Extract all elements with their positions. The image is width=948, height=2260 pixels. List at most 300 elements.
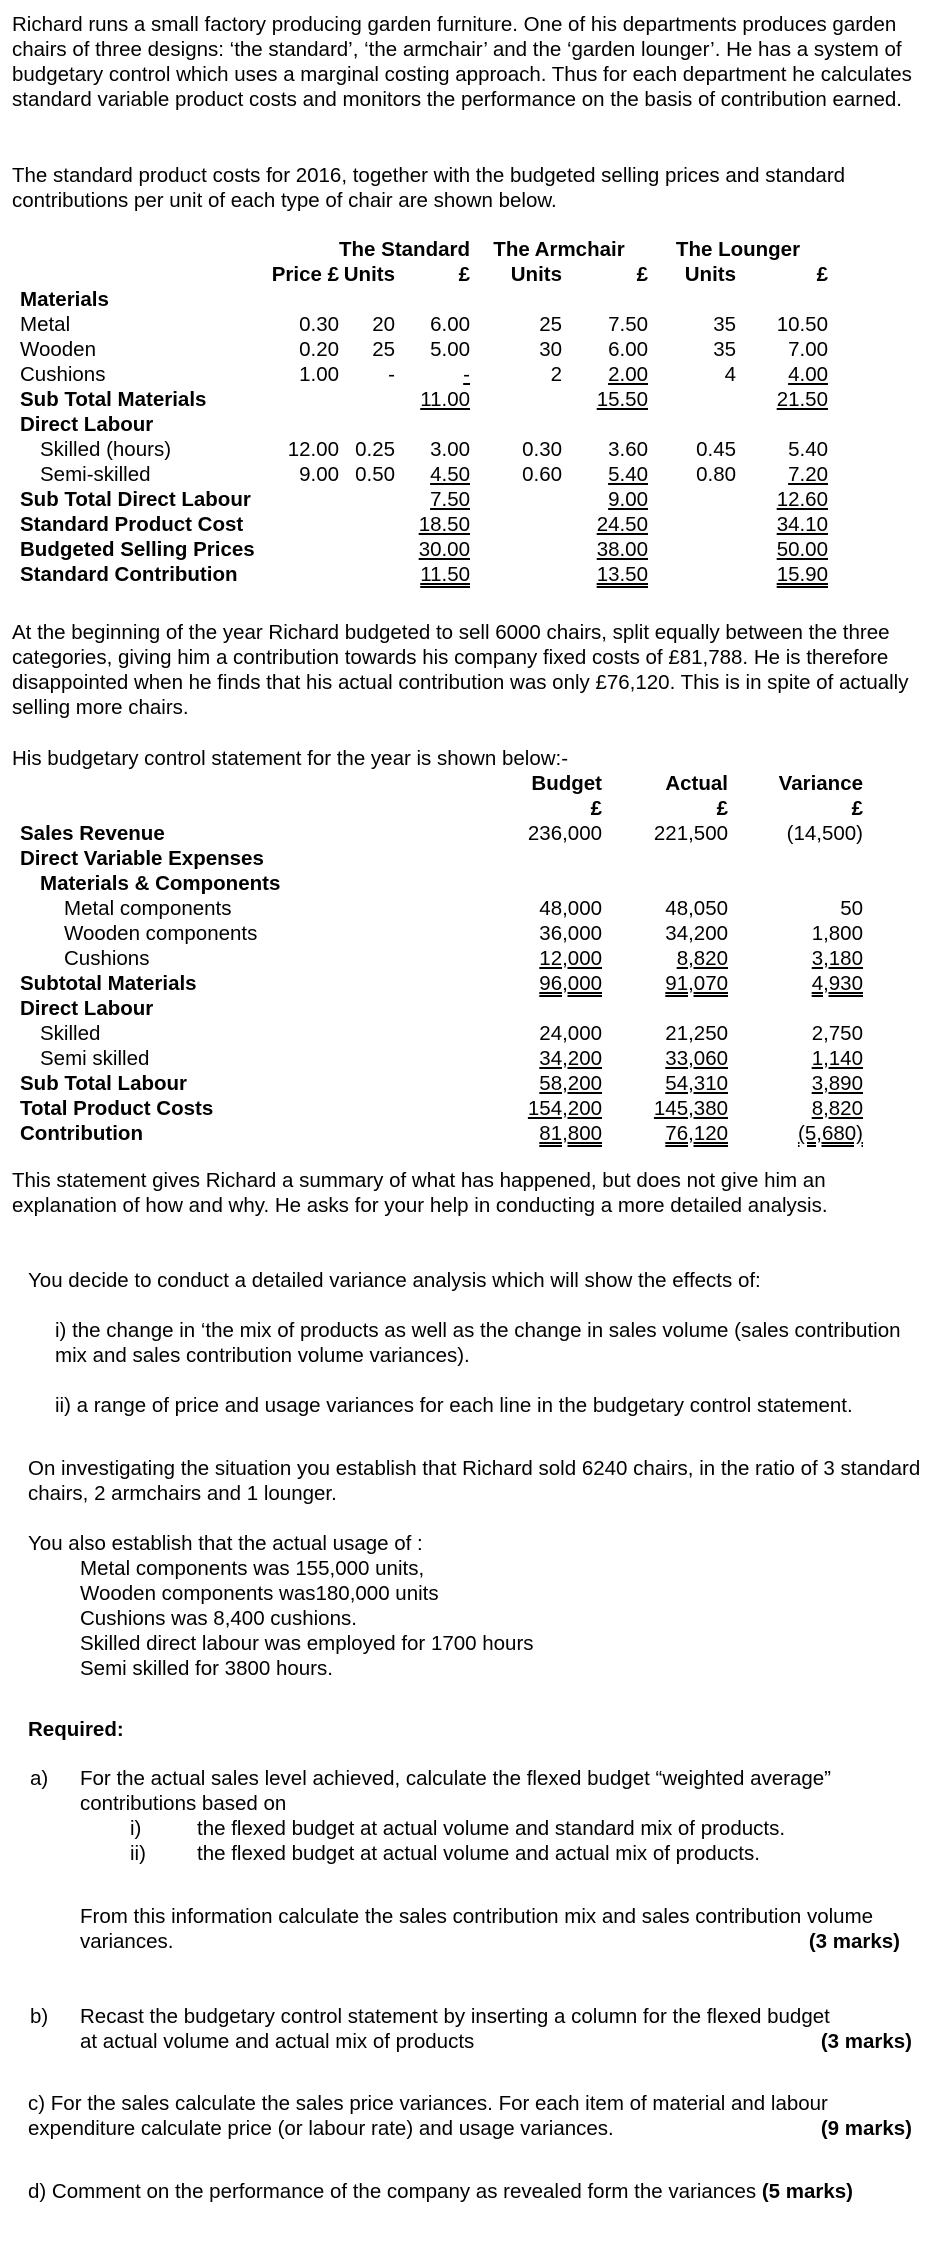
budget-table-row <box>20 1071 863 1096</box>
row-label: Subtotal Materials <box>20 972 197 995</box>
amount-cell <box>736 562 828 587</box>
units-cell <box>339 362 395 387</box>
budget-table-row <box>20 921 863 946</box>
budget-table-header <box>20 771 863 796</box>
units-cell <box>648 537 736 562</box>
amount-cell <box>736 337 828 362</box>
cell-value: 5.40 <box>788 438 828 461</box>
col-pound: £ <box>636 263 648 286</box>
budget-table-row <box>20 1121 863 1146</box>
question-a-text: For the actual sales level achieved, calculate the flexed budget “weighted average” contributions based on <box>80 1767 831 1815</box>
group-lounger: The Lounger <box>675 238 801 261</box>
budget-table-row <box>20 1046 863 1071</box>
cell-value: 81,800 <box>539 1122 602 1145</box>
currency-symbol: £ <box>590 797 602 820</box>
cell-value: 221,500 <box>653 822 728 845</box>
amount-cell <box>395 387 470 412</box>
budget-control-table <box>20 771 863 1146</box>
actual-cell <box>602 896 728 921</box>
cell-value: 11.50 <box>420 563 470 586</box>
row-label: Direct Variable Expenses <box>20 847 264 870</box>
cell-value: 34,200 <box>539 1047 602 1070</box>
row-label: Materials & Components <box>40 872 281 895</box>
budget-cell <box>500 896 602 921</box>
budget-table-row <box>20 996 863 1021</box>
units-cell <box>648 362 736 387</box>
actual-cell <box>602 946 728 971</box>
cost-table-row <box>20 387 828 412</box>
currency-symbol: £ <box>851 797 863 820</box>
row-label: Direct Labour <box>20 997 154 1020</box>
cell-value: 236,000 <box>527 822 602 845</box>
actual-cell <box>602 821 728 846</box>
actual-cell <box>602 871 728 896</box>
cell-value: 34.10 <box>776 513 828 536</box>
cell-value: 0.80 <box>696 463 736 486</box>
cell-value: 4.50 <box>430 463 470 486</box>
col-variance: Variance <box>778 772 863 795</box>
task-item-i: i) the change in ‘the mix of products as well as the change in sales volume (sales contribution mix and sales contribution volume variances). <box>55 1319 901 1367</box>
amount-cell <box>395 362 470 387</box>
units-cell <box>470 462 562 487</box>
amount-cell <box>736 537 828 562</box>
cost-table-row <box>20 562 828 587</box>
task-intro: You decide to conduct a detailed variance analysis which will show the effects of: <box>28 1269 761 1292</box>
cell-value: 2.00 <box>608 363 648 386</box>
cell-value: 15.90 <box>776 563 828 586</box>
variance-cell <box>728 921 863 946</box>
cell-value: 7.00 <box>788 338 828 361</box>
units-cell <box>470 562 562 587</box>
row-label: Skilled <box>40 1022 101 1045</box>
cost-table-row <box>20 287 828 312</box>
units-cell <box>648 462 736 487</box>
budget-table-row <box>20 896 863 921</box>
actual-cell <box>602 921 728 946</box>
units-cell <box>339 437 395 462</box>
cell-value: 50.00 <box>776 538 828 561</box>
row-label: Skilled (hours) <box>40 438 172 461</box>
cell-value: 18.50 <box>418 513 470 536</box>
statement-intro: His budgetary control statement for the year is shown below:- <box>12 747 569 770</box>
cost-table-row <box>20 437 828 462</box>
budget-cell <box>500 1096 602 1121</box>
cell-value: 1,800 <box>811 922 863 945</box>
amount-cell <box>562 462 648 487</box>
units-cell <box>648 437 736 462</box>
row-label: Cushions <box>20 363 106 386</box>
amount-cell <box>562 562 648 587</box>
col-pound: £ <box>816 263 828 286</box>
units-cell <box>470 437 562 462</box>
actual-cell <box>602 1121 728 1146</box>
question-c-marks: (9 marks) <box>820 2117 912 2140</box>
price-cell <box>265 537 339 562</box>
cell-value: 48,050 <box>665 897 728 920</box>
amount-cell <box>395 437 470 462</box>
cell-value: 7.20 <box>788 463 828 486</box>
units-cell <box>339 512 395 537</box>
cost-table-row <box>20 512 828 537</box>
units-cell <box>648 412 736 437</box>
cell-value: 24.50 <box>596 513 648 536</box>
col-units: Units <box>510 263 562 286</box>
price-cell <box>265 487 339 512</box>
cell-value: 4,930 <box>811 972 863 995</box>
cost-table-row <box>20 362 828 387</box>
price-cell <box>265 562 339 587</box>
investigation-paragraph: On investigating the situation you establish that Richard sold 6240 chairs, in the ratio of 3 standard chairs, 2 armchairs and 1 lounger. <box>28 1457 921 1505</box>
price-cell <box>265 412 339 437</box>
cell-value: 7.50 <box>430 488 470 511</box>
cell-value: 24,000 <box>539 1022 602 1045</box>
question-a-ii-label: ii) <box>130 1842 146 1865</box>
budget-table-row <box>20 871 863 896</box>
units-cell <box>470 487 562 512</box>
units-cell <box>648 512 736 537</box>
cost-table-col-header <box>20 262 828 287</box>
budget-table-row <box>20 1096 863 1121</box>
price-cell: 0.30 <box>299 313 339 336</box>
units-cell <box>339 412 395 437</box>
row-label: Sales Revenue <box>20 822 165 845</box>
cell-value: 25 <box>539 313 562 336</box>
price-cell <box>265 387 339 412</box>
units-cell <box>470 362 562 387</box>
question-a-marks: (3 marks) <box>808 1930 900 1953</box>
usage-list <box>80 1556 534 1681</box>
variance-cell <box>728 1071 863 1096</box>
usage-item: Semi skilled for 3800 hours. <box>80 1657 333 1680</box>
row-label: Metal <box>20 313 71 336</box>
amount-cell <box>562 337 648 362</box>
row-label: Sub Total Labour <box>20 1072 188 1095</box>
question-a-label: a) <box>30 1767 49 1790</box>
cost-table-row <box>20 462 828 487</box>
cell-value: 154,200 <box>527 1097 602 1120</box>
cell-value: 91,070 <box>665 972 728 995</box>
question-b-marks: (3 marks) <box>820 2030 912 2053</box>
units-cell <box>470 287 562 312</box>
budget-table-currency <box>20 796 863 821</box>
cell-value: 54,310 <box>665 1072 728 1095</box>
cell-value: 25 <box>372 338 395 361</box>
amount-cell <box>562 487 648 512</box>
row-label: Semi skilled <box>40 1047 150 1070</box>
cell-value: 5.00 <box>430 338 470 361</box>
price-cell: 1.00 <box>299 363 339 386</box>
question-c-text: c) For the sales calculate the sales price variances. For each item of material and labour expenditure calculate price (or labour rate) and usage variances. <box>28 2092 828 2140</box>
usage-item: Cushions was 8,400 cushions. <box>80 1607 357 1630</box>
amount-cell <box>562 437 648 462</box>
cell-value: (5,680) <box>798 1122 863 1145</box>
amount-cell <box>736 312 828 337</box>
amount-cell <box>395 312 470 337</box>
units-cell <box>648 337 736 362</box>
cost-table-row <box>20 337 828 362</box>
col-actual: Actual <box>665 772 728 795</box>
cell-value: 96,000 <box>539 972 602 995</box>
amount-cell <box>395 562 470 587</box>
question-a-follow: From this information calculate the sales contribution mix and sales contribution volume variances. <box>80 1905 874 1953</box>
units-cell <box>648 312 736 337</box>
amount-cell <box>562 512 648 537</box>
budget-cell <box>500 971 602 996</box>
cost-table-row <box>20 487 828 512</box>
cell-value: 12,000 <box>539 947 602 970</box>
variance-cell <box>728 996 863 1021</box>
cell-value: 6.00 <box>608 338 648 361</box>
amount-cell <box>562 312 648 337</box>
price-cell <box>265 512 339 537</box>
variance-cell <box>728 1021 863 1046</box>
actual-cell <box>602 971 728 996</box>
budget-cell <box>500 946 602 971</box>
price-cell <box>265 287 339 312</box>
budget-paragraph: At the beginning of the year Richard budgeted to sell 6000 chairs, split equally between the three categories, giving him a contribution towards his company fixed costs of £81,788. He is therefore disappointed when he finds that his actual contribution was only £76,120. This is in spite of actually selling more chairs. <box>12 621 909 719</box>
cell-value: 2 <box>550 363 562 386</box>
units-cell <box>470 512 562 537</box>
amount-cell <box>395 487 470 512</box>
budget-table-row <box>20 846 863 871</box>
cell-value: 7.50 <box>608 313 648 336</box>
group-armchair: The Armchair <box>493 238 625 261</box>
cell-value: 38.00 <box>596 538 648 561</box>
intro-paragraph-2: The standard product costs for 2016, together with the budgeted selling prices and standard contributions per unit of each type of chair are shown below. <box>12 164 846 212</box>
cell-value: 35 <box>713 338 736 361</box>
col-units: Units <box>684 263 736 286</box>
cell-value: 3,180 <box>811 947 863 970</box>
variance-cell <box>728 1121 863 1146</box>
amount-cell <box>395 337 470 362</box>
col-price: Price £ <box>271 263 339 286</box>
question-a-i-label: i) <box>130 1817 142 1840</box>
units-cell <box>339 462 395 487</box>
cell-value: 8,820 <box>676 947 728 970</box>
cell-value: 1,140 <box>811 1047 863 1070</box>
cell-value: 0.25 <box>355 438 395 461</box>
amount-cell <box>395 412 470 437</box>
amount-cell <box>395 462 470 487</box>
cell-value: 21.50 <box>776 388 828 411</box>
cell-value: 8,820 <box>811 1097 863 1120</box>
row-label: Sub Total Direct Labour <box>20 488 251 511</box>
units-cell <box>339 537 395 562</box>
units-cell <box>648 287 736 312</box>
actual-cell <box>602 1096 728 1121</box>
variance-cell <box>728 871 863 896</box>
cell-value: 0.45 <box>696 438 736 461</box>
cell-value: 30.00 <box>418 538 470 561</box>
cell-value: 34,200 <box>665 922 728 945</box>
cell-value: (14,500) <box>786 822 863 845</box>
units-cell <box>648 562 736 587</box>
cell-value: 0.30 <box>522 438 562 461</box>
question-d-marks: (5 marks) <box>761 2180 853 2203</box>
variance-cell <box>728 1096 863 1121</box>
row-label: Contribution <box>20 1122 143 1145</box>
row-label: Wooden <box>20 338 96 361</box>
variance-cell <box>728 971 863 996</box>
units-cell <box>339 562 395 587</box>
usage-item: Wooden components was180,000 units <box>80 1582 439 1605</box>
cell-value: - <box>463 363 470 386</box>
cell-value: 76,120 <box>665 1122 728 1145</box>
price-cell: 9.00 <box>299 463 339 486</box>
amount-cell <box>562 387 648 412</box>
group-standard: The Standard <box>339 238 470 261</box>
cell-value: 50 <box>840 897 863 920</box>
cell-value: 21,250 <box>665 1022 728 1045</box>
row-label: Metal components <box>64 897 232 920</box>
variance-cell <box>728 946 863 971</box>
cell-value: - <box>388 363 395 386</box>
usage-intro: You also establish that the actual usage of : <box>28 1532 423 1555</box>
question-d-text: d) Comment on the performance of the company as revealed form the variances <box>28 2180 757 2203</box>
amount-cell <box>562 287 648 312</box>
row-label: Semi-skilled <box>40 463 151 486</box>
amount-cell <box>736 462 828 487</box>
variance-cell <box>728 1046 863 1071</box>
cell-value: 35 <box>713 313 736 336</box>
amount-cell <box>736 437 828 462</box>
cell-value: 5.40 <box>608 463 648 486</box>
budget-cell <box>500 871 602 896</box>
price-cell: 12.00 <box>287 438 339 461</box>
cell-value: 2,750 <box>811 1022 863 1045</box>
task-item-ii: ii) a range of price and usage variances for each line in the budgetary control statement. <box>55 1394 853 1417</box>
cell-value: 10.50 <box>776 313 828 336</box>
cell-value: 15.50 <box>596 388 648 411</box>
row-label: Materials <box>20 288 109 311</box>
cell-value: 9.00 <box>608 488 648 511</box>
amount-cell <box>395 512 470 537</box>
budget-cell <box>500 996 602 1021</box>
budget-table-row <box>20 946 863 971</box>
cell-value: 48,000 <box>539 897 602 920</box>
units-cell <box>470 337 562 362</box>
actual-cell <box>602 996 728 1021</box>
variance-cell <box>728 896 863 921</box>
row-label: Wooden components <box>64 922 258 945</box>
cell-value: 13.50 <box>596 563 648 586</box>
cell-value: 6.00 <box>430 313 470 336</box>
question-b-label: b) <box>30 2005 49 2028</box>
cell-value: 145,380 <box>653 1097 728 1120</box>
amount-cell <box>395 537 470 562</box>
budget-table-row <box>20 821 863 846</box>
row-label: Total Product Costs <box>20 1097 214 1120</box>
cell-value: 33,060 <box>665 1047 728 1070</box>
cell-value: 3.00 <box>430 438 470 461</box>
variance-cell <box>728 846 863 871</box>
standard-cost-table <box>20 237 828 587</box>
amount-cell <box>736 512 828 537</box>
price-cell: 0.20 <box>299 338 339 361</box>
amount-cell <box>562 412 648 437</box>
budget-cell <box>500 821 602 846</box>
col-budget: Budget <box>531 772 602 795</box>
row-label: Sub Total Materials <box>20 388 207 411</box>
cell-value: 58,200 <box>539 1072 602 1095</box>
actual-cell <box>602 1071 728 1096</box>
cell-value: 4 <box>724 363 736 386</box>
cell-value: 20 <box>372 313 395 336</box>
cost-table-row <box>20 537 828 562</box>
amount-cell <box>736 287 828 312</box>
amount-cell <box>562 362 648 387</box>
col-pound: £ <box>458 263 470 286</box>
actual-cell <box>602 1046 728 1071</box>
budget-cell <box>500 1046 602 1071</box>
units-cell <box>339 287 395 312</box>
budget-cell <box>500 1121 602 1146</box>
actual-cell <box>602 1021 728 1046</box>
actual-cell <box>602 846 728 871</box>
cell-value: 3,890 <box>811 1072 863 1095</box>
units-cell <box>470 312 562 337</box>
units-cell <box>470 412 562 437</box>
row-label: Standard Contribution <box>20 563 238 586</box>
intro-paragraph: Richard runs a small factory producing garden furniture. One of his departments produces garden chairs of three designs: ‘the standard’, ‘the armchair’ and the ‘garden lounger’. He has a system of budgetary control which uses a marginal costing approach. Thus for each department he calculates standard variable product costs and monitors the performance on the basis of contribution earned. <box>12 13 912 111</box>
budget-cell <box>500 1071 602 1096</box>
amount-cell <box>736 487 828 512</box>
question-a-ii-text: the flexed budget at actual volume and actual mix of products. <box>197 1842 760 1865</box>
cell-value: 3.60 <box>608 438 648 461</box>
units-cell <box>339 312 395 337</box>
amount-cell <box>736 387 828 412</box>
summary-paragraph: This statement gives Richard a summary of what has happened, but does not give him an explanation of how and why. He asks for your help in conducting a more detailed analysis. <box>12 1169 828 1217</box>
cell-value: 4.00 <box>788 363 828 386</box>
amount-cell <box>736 362 828 387</box>
question-b-text: Recast the budgetary control statement by inserting a column for the flexed budget at actual volume and actual mix of products <box>80 2005 830 2053</box>
cost-table-group-header <box>20 237 828 262</box>
required-heading: Required: <box>28 1718 124 1741</box>
budget-cell <box>500 921 602 946</box>
usage-item: Metal components was 155,000 units, <box>80 1557 425 1580</box>
units-cell <box>648 487 736 512</box>
cost-table-row <box>20 312 828 337</box>
units-cell <box>339 337 395 362</box>
cell-value: 12.60 <box>776 488 828 511</box>
cell-value: 36,000 <box>539 922 602 945</box>
units-cell <box>648 387 736 412</box>
cell-value: 30 <box>539 338 562 361</box>
budget-cell <box>500 846 602 871</box>
question-d <box>28 2179 853 2204</box>
row-label: Direct Labour <box>20 413 154 436</box>
units-cell <box>470 537 562 562</box>
cost-table-row <box>20 412 828 437</box>
budget-table-row <box>20 971 863 996</box>
amount-cell <box>395 287 470 312</box>
row-label: Standard Product Cost <box>20 513 244 536</box>
amount-cell <box>736 412 828 437</box>
col-units: Units <box>343 263 395 286</box>
amount-cell <box>562 537 648 562</box>
cell-value: 11.00 <box>420 388 470 411</box>
cell-value: 0.60 <box>522 463 562 486</box>
usage-item: Skilled direct labour was employed for 1700 hours <box>80 1632 534 1655</box>
units-cell <box>339 387 395 412</box>
row-label: Cushions <box>64 947 150 970</box>
units-cell <box>470 387 562 412</box>
variance-cell <box>728 821 863 846</box>
currency-symbol: £ <box>716 797 728 820</box>
budget-table-row <box>20 1021 863 1046</box>
row-label: Budgeted Selling Prices <box>20 538 255 561</box>
budget-cell <box>500 1021 602 1046</box>
